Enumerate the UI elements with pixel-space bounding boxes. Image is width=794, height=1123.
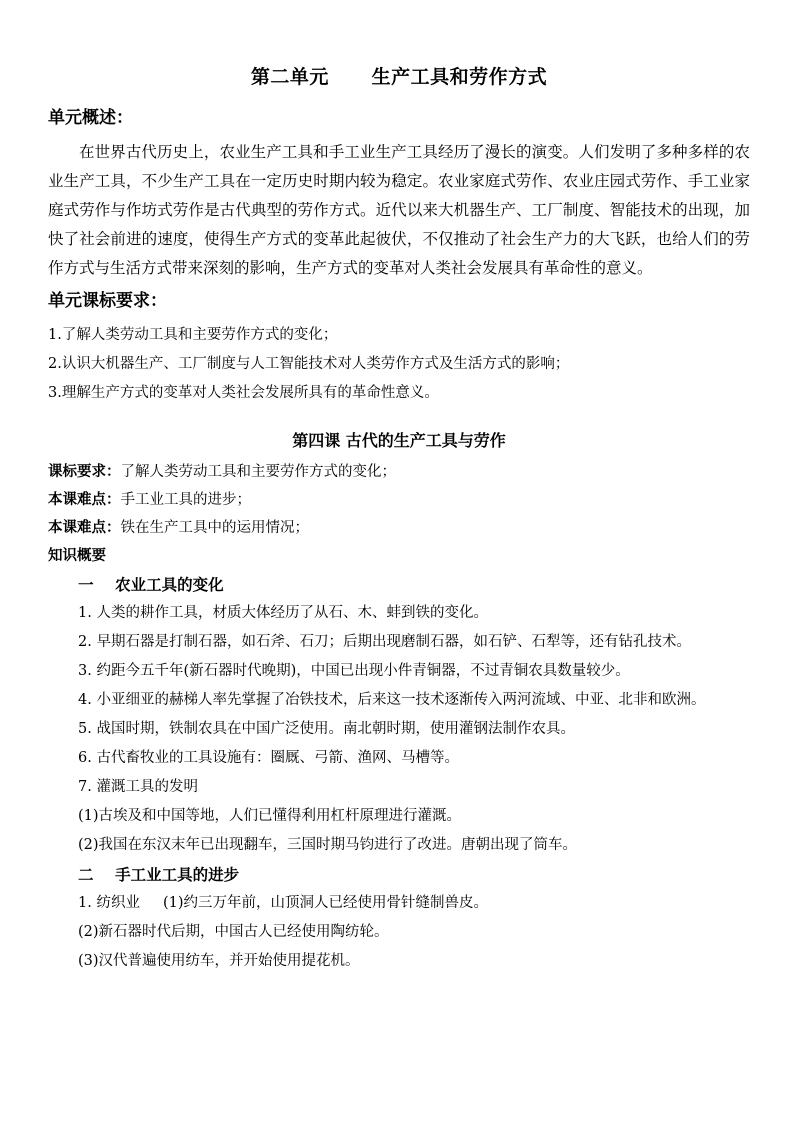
lesson-key-text: 手工业工具的进步； [120,492,251,508]
standards-list [48,321,750,408]
standards-item: 3.理解生产方式的变革对人类社会发展所具有的革命性意义。 [48,385,439,401]
section-heading-agricultural-tools: 一 农业工具的变化 [78,575,224,594]
list-item: 4. 小亚细亚的赫梯人率先掌握了冶铁技术，后来这一技术逐渐传入两河流域、中亚、北非和欧洲。 [78,692,706,708]
lesson-requirement [48,458,750,486]
list-item: (2)新石器时代后期，中国古人已经使用陶纺轮。 [78,924,389,940]
unit-title: 第二单元 生产工具和劳作方式 [250,66,548,88]
lesson-difficulty-label: 本课难点： [48,519,121,536]
list-item: 5. 战国时期，铁制农具在中国广泛使用。南北朝时期，使用灌钢法制作农具。 [78,721,575,737]
lesson-requirement-label: 课标要求： [48,463,121,480]
list-item: 1. 人类的耕作工具，材质大体经历了从石、木、蚌到铁的变化。 [78,605,488,621]
lesson-difficulty-text: 铁在生产工具中的运用情况； [120,520,309,536]
list-item: (1)古埃及和中国等地，人们已懂得利用杠杆原理进行灌溉。 [78,808,462,824]
standards-heading: 单元课标要求： [48,291,167,311]
standards-item: 2.认识大机器生产、工厂制度与人工智能技术对人类劳作方式及生活方式的影响； [48,356,570,372]
list-item: (2)我国在东汉末年已出现翻车，三国时期马钧进行了改进。唐朝出现了筒车。 [78,837,578,853]
section-heading-handicraft-tools: 二 手工业工具的进步 [78,865,240,884]
list-item: 7. 灌溉工具的发明 [78,779,198,795]
lesson-key-label: 本课难点： [48,491,121,508]
list-item: (3)汉代普遍使用纺车，并开始使用提花机。 [78,953,360,969]
list-item: 2. 早期石器是打制石器，如石斧、石刀；后期出现磨制石器，如石铲、石犁等，还有钻孔技术。 [78,634,691,650]
lesson-difficulty [48,514,750,542]
lesson-title: 第四课 古代的生产工具与劳作 [292,431,506,450]
lesson-key-point [48,486,750,514]
lesson-requirement-text: 了解人类劳动工具和主要劳作方式的变化； [120,464,396,480]
overview-paragraph: 在世界古代历史上，农业生产工具和手工业生产工具经历了漫长的演变。人们发明了多种多样的农业生产工具，不少生产工具在一定历史时期内较为稳定。农业家庭式劳作、农业庄园式劳作、手工业家庭式劳作与作坊式劳作是古代典型的劳作方式。近代以来大机器生产、工厂制度、智能技术的出现，加快了社会前进的速度，使得生产方式的变革此起彼伏，不仅推动了社会生产力的大飞跃，也给人们的劳作方式与生活方式带来深刻的影响，生产方式的变革对人类社会发展具有革命性的意义。 [48,143,750,277]
knowledge-heading: 知识概要 [48,547,106,564]
list-item: 1. 纺织业 (1)约三万年前，山顶洞人已经使用骨针缝制兽皮。 [78,895,489,911]
list-item: 3. 约距今五千年(新石器时代晚期)，中国已出现小件青铜器，不过青铜农具数量较少。 [78,663,630,679]
standards-item: 1.了解人类劳动工具和主要劳作方式的变化； [48,327,338,343]
overview-heading: 单元概述： [48,108,133,128]
list-item: 6. 古代畜牧业的工具设施有：圈厩、弓箭、渔网、马槽等。 [78,750,459,766]
